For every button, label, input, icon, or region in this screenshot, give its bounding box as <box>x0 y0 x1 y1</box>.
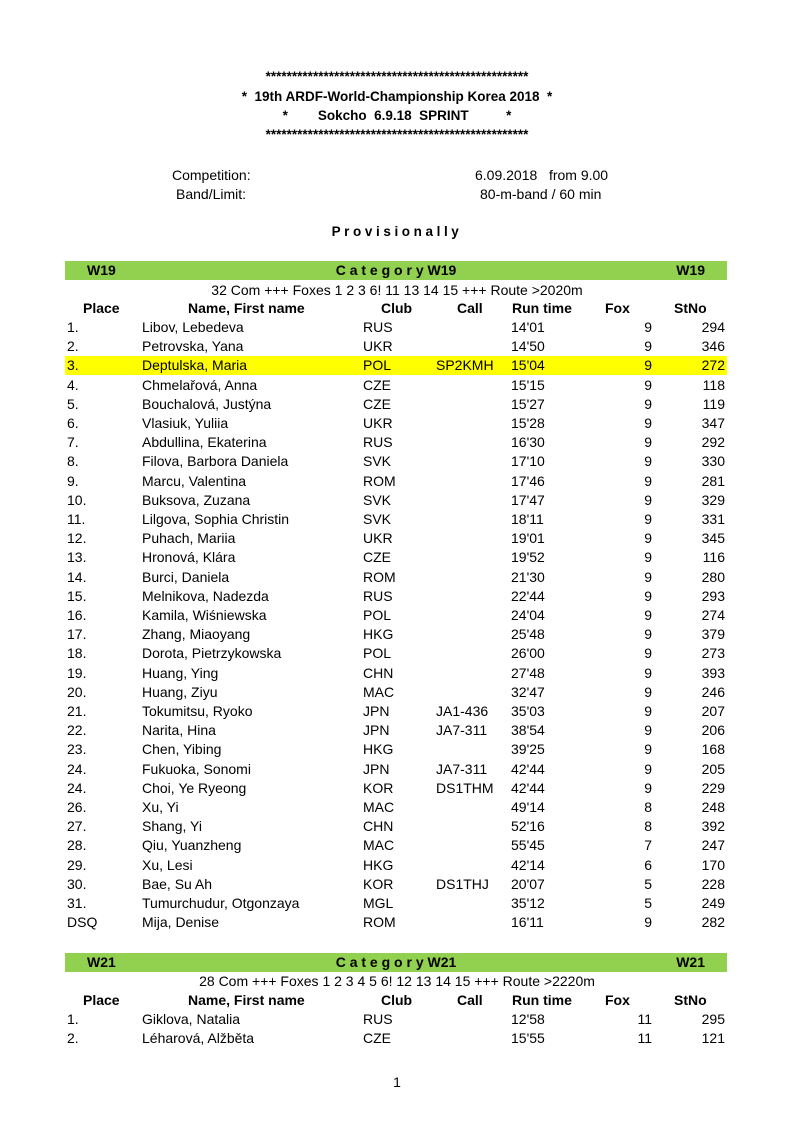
fox-cell: 9 <box>644 453 652 470</box>
table-row <box>65 414 727 433</box>
name-cell: Giklova, Natalia <box>142 1011 241 1027</box>
place-cell: 2. <box>67 1030 79 1047</box>
place-cell: 21. <box>67 703 87 719</box>
call-cell: JA1-436 <box>436 703 489 719</box>
call-cell: JA7-311 <box>436 760 488 777</box>
stno-cell: 379 <box>701 626 725 643</box>
time-cell: 49'14 <box>511 799 545 815</box>
time-cell: 55'45 <box>511 837 545 854</box>
stno-cell: 282 <box>701 914 725 931</box>
time-cell: 19'01 <box>511 530 545 547</box>
place-cell: 27. <box>67 818 87 835</box>
club-cell: CZE <box>363 395 391 412</box>
name-cell: Buksova, Zuzana <box>142 491 251 508</box>
time-cell: 27'48 <box>511 664 545 681</box>
time-cell: 42'44 <box>511 779 545 796</box>
table-row <box>65 510 727 529</box>
fox-cell: 9 <box>644 511 652 527</box>
table-row <box>65 683 727 702</box>
place-cell: 2. <box>67 338 79 355</box>
fox-cell: 9 <box>644 626 652 643</box>
club-cell: HKG <box>363 626 394 643</box>
name-cell: Burci, Daniela <box>142 568 230 585</box>
col-call: Call <box>457 300 483 316</box>
time-cell: 18'11 <box>511 511 544 527</box>
name-cell: Filova, Barbora Daniela <box>142 453 289 470</box>
stno-cell: 207 <box>701 703 725 719</box>
stno-cell: 248 <box>701 799 725 815</box>
club-cell: MAC <box>363 837 395 854</box>
event-subtitle: * Sokcho 6.9.18 SPRINT * <box>282 108 512 123</box>
time-cell: 35'12 <box>511 895 545 911</box>
fox-cell: 9 <box>644 549 652 566</box>
time-cell: 22'44 <box>511 587 545 604</box>
place-cell: 31. <box>67 895 87 911</box>
name-cell: Tumurchudur, Otgonzaya <box>142 895 300 911</box>
table-row <box>65 337 727 356</box>
table-row <box>65 587 727 606</box>
club-cell: RUS <box>363 1011 393 1027</box>
time-cell: 32'47 <box>511 683 545 700</box>
category-title: C a t e g o r y W19 <box>335 262 457 278</box>
place-cell: 24. <box>67 779 87 796</box>
time-cell: 52'16 <box>511 818 545 835</box>
place-cell: 3. <box>67 357 79 374</box>
place-cell: 30. <box>67 875 87 892</box>
fox-cell: 9 <box>644 779 652 796</box>
time-cell: 15'27 <box>511 395 545 412</box>
club-cell: UKR <box>363 530 393 547</box>
table-row <box>65 1010 727 1029</box>
stno-cell: 392 <box>701 818 725 835</box>
place-cell: 23. <box>67 741 87 758</box>
place-cell: 9. <box>67 472 79 489</box>
col-place: Place <box>83 300 120 316</box>
club-cell: UKR <box>363 415 393 431</box>
time-cell: 17'47 <box>511 491 545 508</box>
club-cell: RUS <box>363 319 393 335</box>
time-cell: 20'07 <box>511 875 545 892</box>
club-cell: CZE <box>363 1030 391 1047</box>
place-cell: 15. <box>67 587 87 604</box>
time-cell: 42'44 <box>511 760 545 777</box>
time-cell: 35'03 <box>511 703 545 719</box>
club-cell: ROM <box>363 914 396 931</box>
col-name: Name, First name <box>188 300 305 316</box>
fox-cell: 9 <box>644 703 652 719</box>
stno-cell: 118 <box>702 376 725 393</box>
table-row <box>65 491 727 510</box>
name-cell: Dorota, Pietrzykowska <box>142 645 282 662</box>
time-cell: 24'04 <box>511 607 545 623</box>
place-cell: 18. <box>67 645 87 662</box>
table-row <box>65 664 727 683</box>
route-info-w19: 32 Com +++ Foxes 1 2 3 6! 11 13 14 15 +++ Route >2020m <box>211 282 583 298</box>
fox-cell: 9 <box>644 683 652 700</box>
fox-cell: 5 <box>644 875 652 892</box>
club-cell: HKG <box>363 741 394 758</box>
table-row <box>65 433 727 452</box>
table-row <box>65 472 727 491</box>
table-row <box>65 740 727 759</box>
fox-cell: 9 <box>644 357 652 374</box>
stno-cell: 274 <box>701 607 725 623</box>
stno-cell: 293 <box>701 587 725 604</box>
stno-cell: 281 <box>701 472 725 489</box>
club-cell: RUS <box>363 434 393 451</box>
club-cell: JPN <box>363 703 390 719</box>
fox-cell: 8 <box>644 799 652 815</box>
club-cell: SVK <box>363 453 392 470</box>
time-cell: 17'10 <box>511 453 545 470</box>
stno-cell: 280 <box>701 568 725 585</box>
time-cell: 16'30 <box>511 434 545 451</box>
place-cell: DSQ <box>67 914 98 931</box>
club-cell: POL <box>363 645 392 662</box>
name-cell: Tokumitsu, Ryoko <box>142 703 253 719</box>
club-cell: KOR <box>363 875 394 892</box>
time-cell: 15'15 <box>511 376 545 393</box>
col-name: Name, First name <box>188 992 305 1008</box>
place-cell: 19. <box>67 664 87 681</box>
name-cell: Choi, Ye Ryeong <box>142 779 247 796</box>
club-cell: KOR <box>363 779 394 796</box>
table-row <box>65 395 727 414</box>
col-club: Club <box>381 992 413 1008</box>
table-row <box>65 452 727 471</box>
club-cell: JPN <box>363 760 390 777</box>
time-cell: 15'28 <box>511 415 545 431</box>
time-cell: 15'04 <box>511 357 545 374</box>
place-cell: 7. <box>67 434 79 451</box>
time-cell: 25'48 <box>511 626 545 643</box>
name-cell: Deptulska, Maria <box>142 357 248 374</box>
place-cell: 26. <box>67 799 87 815</box>
time-cell: 12'58 <box>511 1011 545 1027</box>
col-fox: Fox <box>605 992 630 1008</box>
stno-cell: 119 <box>702 395 725 412</box>
competition-value: 6.09.2018 from 9.00 <box>475 167 609 183</box>
table-row <box>65 625 727 644</box>
name-cell: Fukuoka, Sonomi <box>142 760 251 777</box>
time-cell: 19'52 <box>511 549 545 566</box>
stno-cell: 331 <box>701 511 725 527</box>
fox-cell: 9 <box>644 914 652 931</box>
fox-cell: 9 <box>644 434 652 451</box>
time-cell: 14'01 <box>511 319 545 335</box>
name-cell: Vlasiuk, Yuliia <box>142 415 229 431</box>
column-header-w19 <box>0 300 794 319</box>
name-cell: Mija, Denise <box>142 914 220 931</box>
fox-cell: 7 <box>644 837 652 854</box>
stno-cell: 121 <box>701 1030 725 1047</box>
name-cell: Huang, Ying <box>142 664 219 681</box>
place-cell: 12. <box>67 530 87 547</box>
place-cell: 11. <box>67 511 86 527</box>
col-stno: StNo <box>674 992 707 1008</box>
fox-cell: 9 <box>644 722 652 739</box>
table-row <box>65 760 727 779</box>
time-cell: 16'11 <box>511 914 544 931</box>
club-cell: CHN <box>363 664 394 681</box>
place-cell: 4. <box>67 376 79 393</box>
club-cell: MAC <box>363 799 395 815</box>
club-cell: MGL <box>363 895 394 911</box>
place-cell: 16. <box>67 607 87 623</box>
stno-cell: 330 <box>701 453 725 470</box>
category-code-right: W19 <box>676 262 705 278</box>
category-bar-w21 <box>65 953 727 972</box>
table-row <box>65 376 727 395</box>
name-cell: Chen, Yibing <box>142 741 222 758</box>
club-cell: POL <box>363 357 392 374</box>
header-stars-top: ************************************************** <box>265 69 529 84</box>
fox-cell: 9 <box>644 319 652 335</box>
stno-cell: 170 <box>701 856 725 873</box>
call-cell: DS1THM <box>436 779 494 796</box>
name-cell: Chmelařová, Anna <box>142 376 258 393</box>
fox-cell: 9 <box>644 568 652 585</box>
time-cell: 42'14 <box>511 856 545 873</box>
fox-cell: 6 <box>644 856 652 873</box>
band-value: 80-m-band / 60 min <box>480 186 602 202</box>
time-cell: 26'00 <box>511 645 545 662</box>
stno-cell: 295 <box>701 1011 725 1027</box>
column-header-w21 <box>0 992 794 1011</box>
name-cell: Puhach, Mariia <box>142 530 236 547</box>
fox-cell: 9 <box>644 741 652 758</box>
place-cell: 13. <box>67 549 87 566</box>
stno-cell: 246 <box>701 683 725 700</box>
table-row <box>65 702 727 721</box>
stno-cell: 205 <box>701 760 725 777</box>
stno-cell: 393 <box>701 664 725 681</box>
stno-cell: 228 <box>701 875 725 892</box>
fox-cell: 9 <box>644 376 652 393</box>
page-title: * 19th ARDF-World-Championship Korea 2018 * <box>241 89 553 104</box>
stno-cell: 294 <box>701 319 725 335</box>
table-row <box>65 318 727 337</box>
category-code-right: W21 <box>676 954 705 970</box>
time-cell: 38'54 <box>511 722 545 739</box>
name-cell: Petrovska, Yana <box>142 338 244 355</box>
call-cell: SP2KMH <box>436 357 494 374</box>
table-row <box>65 568 727 587</box>
place-cell: 1. <box>67 319 79 335</box>
stno-cell: 247 <box>701 837 725 854</box>
club-cell: CZE <box>363 549 391 566</box>
time-cell: 17'46 <box>511 472 545 489</box>
col-time: Run time <box>512 300 572 316</box>
fox-cell: 9 <box>644 645 652 662</box>
col-place: Place <box>83 992 120 1008</box>
table-row <box>65 1029 727 1048</box>
place-cell: 17. <box>67 626 87 643</box>
fox-cell: 9 <box>644 760 652 777</box>
place-cell: 28. <box>67 837 87 854</box>
club-cell: ROM <box>363 472 396 489</box>
club-cell: UKR <box>363 338 393 355</box>
name-cell: Narita, Hina <box>142 722 216 739</box>
name-cell: Bae, Su Ah <box>142 875 213 892</box>
name-cell: Xu, Lesi <box>142 856 193 873</box>
club-cell: POL <box>363 607 392 623</box>
fox-cell: 9 <box>644 664 652 681</box>
stno-cell: 116 <box>702 549 725 566</box>
name-cell: Léharová, Alžběta <box>142 1030 255 1047</box>
stno-cell: 329 <box>701 491 725 508</box>
call-cell: DS1THJ <box>436 875 489 892</box>
club-cell: CZE <box>363 376 391 393</box>
name-cell: Lilgova, Sophia Christin <box>142 511 290 527</box>
table-row <box>65 856 727 875</box>
stno-cell: 249 <box>701 895 725 911</box>
name-cell: Qiu, Yuanzheng <box>142 837 242 854</box>
fox-cell: 11 <box>637 1011 652 1027</box>
fox-cell: 9 <box>644 491 652 508</box>
table-row <box>65 894 727 913</box>
place-cell: 8. <box>67 453 79 470</box>
stno-cell: 168 <box>701 741 725 758</box>
name-cell: Abdullina, Ekaterina <box>142 434 267 451</box>
place-cell: 5. <box>67 395 79 412</box>
place-cell: 14. <box>67 568 87 585</box>
name-cell: Melnikova, Nadezda <box>142 587 269 604</box>
name-cell: Xu, Yi <box>142 799 179 815</box>
stno-cell: 229 <box>701 779 725 796</box>
table-row <box>65 356 727 375</box>
club-cell: SVK <box>363 511 392 527</box>
stno-cell: 347 <box>701 415 725 431</box>
place-cell: 6. <box>67 415 79 431</box>
time-cell: 39'25 <box>511 741 545 758</box>
place-cell: 10. <box>67 491 87 508</box>
club-cell: JPN <box>363 722 390 739</box>
fox-cell: 11 <box>637 1030 652 1047</box>
club-cell: ROM <box>363 568 396 585</box>
stno-cell: 292 <box>701 434 725 451</box>
table-row <box>65 817 727 836</box>
name-cell: Bouchalová, Justýna <box>142 395 272 412</box>
status-label: Provisionally <box>331 224 463 239</box>
name-cell: Zhang, Miaoyang <box>142 626 251 643</box>
category-bar-w19 <box>65 261 727 280</box>
club-cell: RUS <box>363 587 393 604</box>
table-row <box>65 779 727 798</box>
place-cell: 24. <box>67 760 87 777</box>
name-cell: Libov, Lebedeva <box>142 319 244 335</box>
col-call: Call <box>457 992 483 1008</box>
table-row <box>65 913 727 932</box>
stno-cell: 273 <box>701 645 725 662</box>
name-cell: Hronová, Klára <box>142 549 236 566</box>
club-cell: HKG <box>363 856 394 873</box>
category-title: C a t e g o r y W21 <box>335 954 457 970</box>
fox-cell: 5 <box>644 895 652 911</box>
place-cell: 20. <box>67 683 87 700</box>
table-row <box>65 798 727 817</box>
table-row <box>65 836 727 855</box>
band-label: Band/Limit: <box>176 186 247 202</box>
fox-cell: 9 <box>644 472 652 489</box>
header-stars-bottom: ************************************************** <box>265 127 529 142</box>
stno-cell: 345 <box>701 530 725 547</box>
fox-cell: 9 <box>644 607 652 623</box>
club-cell: MAC <box>363 683 395 700</box>
table-row <box>65 721 727 740</box>
table-row <box>65 529 727 548</box>
fox-cell: 8 <box>644 818 652 835</box>
club-cell: SVK <box>363 491 392 508</box>
col-time: Run time <box>512 992 572 1008</box>
place-cell: 1. <box>67 1011 79 1027</box>
category-code-left: W19 <box>87 262 116 278</box>
name-cell: Kamila, Wiśniewska <box>142 607 267 623</box>
table-row <box>65 606 727 625</box>
time-cell: 15'55 <box>511 1030 545 1047</box>
competition-label: Competition: <box>172 167 251 183</box>
col-stno: StNo <box>674 300 707 316</box>
table-row <box>65 548 727 567</box>
fox-cell: 9 <box>644 338 652 355</box>
time-cell: 21'30 <box>511 568 545 585</box>
route-info-w21: 28 Com +++ Foxes 1 2 3 4 5 6! 12 13 14 15 +++ Route >2220m <box>199 973 595 989</box>
table-row <box>65 875 727 894</box>
page-number: 1 <box>393 1074 401 1090</box>
place-cell: 22. <box>67 722 87 739</box>
stno-cell: 206 <box>701 722 725 739</box>
stno-cell: 272 <box>701 357 725 374</box>
name-cell: Marcu, Valentina <box>142 472 247 489</box>
time-cell: 14'50 <box>511 338 545 355</box>
call-cell: JA7-311 <box>436 722 488 739</box>
fox-cell: 9 <box>644 530 652 547</box>
col-club: Club <box>381 300 413 316</box>
fox-cell: 9 <box>644 415 652 431</box>
club-cell: CHN <box>363 818 394 835</box>
fox-cell: 9 <box>644 395 652 412</box>
fox-cell: 9 <box>644 587 652 604</box>
stno-cell: 346 <box>701 338 725 355</box>
name-cell: Shang, Yi <box>142 818 202 835</box>
col-fox: Fox <box>605 300 630 316</box>
table-row <box>65 644 727 663</box>
category-code-left: W21 <box>87 954 116 970</box>
place-cell: 29. <box>67 856 87 873</box>
name-cell: Huang, Ziyu <box>142 683 218 700</box>
